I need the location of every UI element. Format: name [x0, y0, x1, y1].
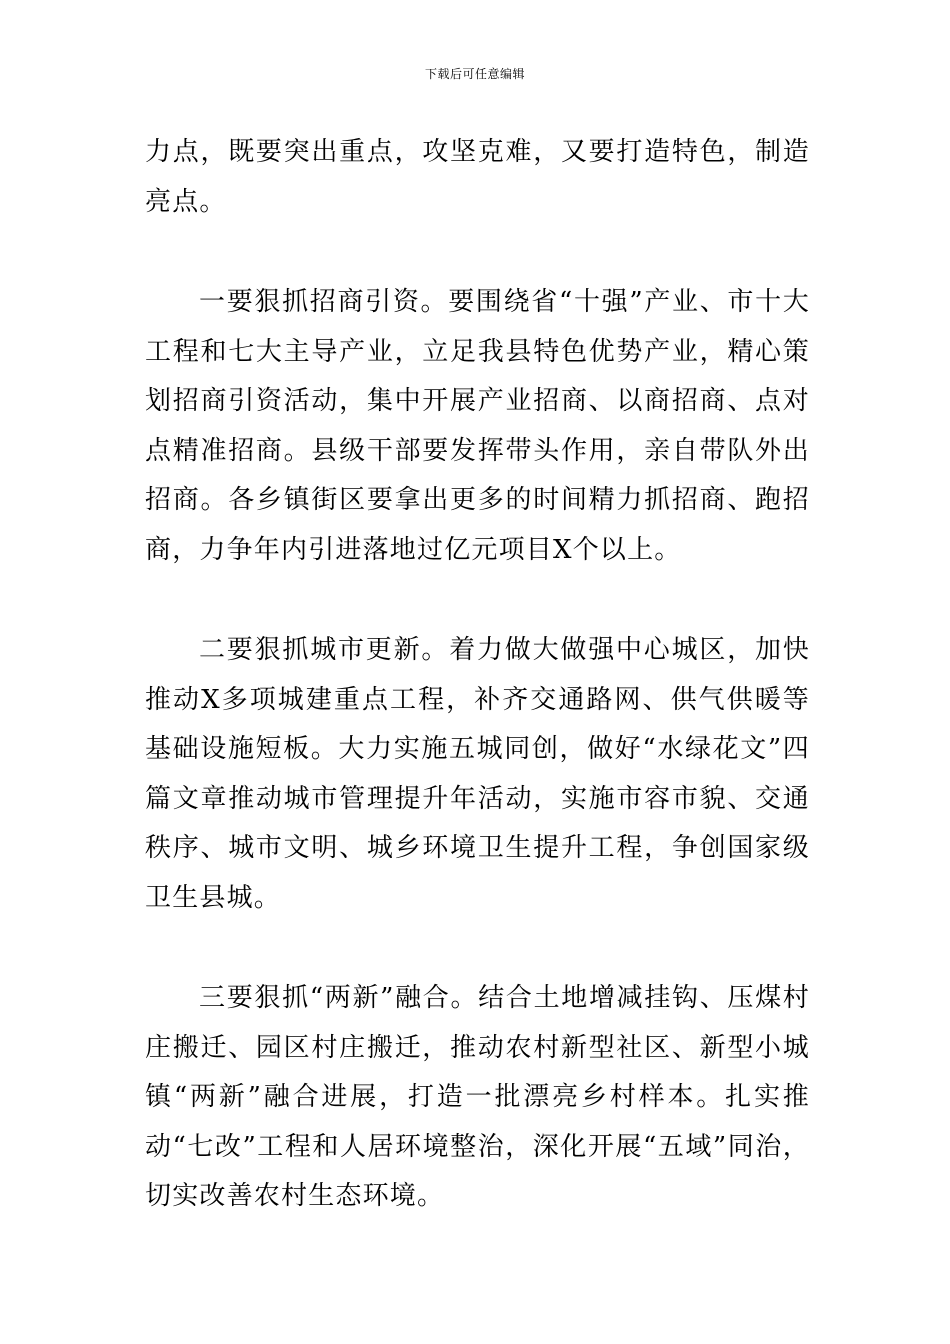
- paragraph-urban-renewal: 二要狠抓城市更新。着力做大做强中心城区，加快推动X多项城建重点工程，补齐交通路网、供气供暖等基础设施短板。大力实施五城同创，做好“水绿花文”四篇文章推动城市管理提升年活动，实施市容市貌、交通秩序、城市文明、城乡环境卫生提升工程，争创国家级卫生县城。: [145, 635, 810, 913]
- paragraph-investment: 一要狠抓招商引资。要围绕省“十强”产业、市十大工程和七大主导产业，立足我县特色优势产业，精心策划招商引资活动，集中开展产业招商、以商招商、点对点精准招商。县级干部要发挥带头作用，亲自带队外出招商。各乡镇街区要拿出更多的时间精力抓招商、跑招商，力争年内引进落地过亿元项目X个以上。: [145, 287, 810, 565]
- paragraph-continuation: 力点，既要突出重点，攻坚克难，又要打造特色，制造亮点。: [145, 137, 810, 217]
- page-header: 下载后可任意编辑: [424, 67, 525, 81]
- paragraph-gap: [145, 227, 810, 278]
- document-body: [145, 128, 810, 1222]
- paragraph-two-new-integration: 三要狠抓“两新”融合。结合土地增减挂钩、压煤村庄搬迁、园区村庄搬迁，推动农村新型社区、新型小城镇“两新”融合进展，打造一批漂亮乡村样本。扎实推动“七改”工程和人居环境整治，深化开展“五域”同治，切实改善农村生态环境。: [145, 983, 810, 1211]
- paragraph-gap: [145, 923, 810, 974]
- paragraph-gap: [145, 575, 810, 626]
